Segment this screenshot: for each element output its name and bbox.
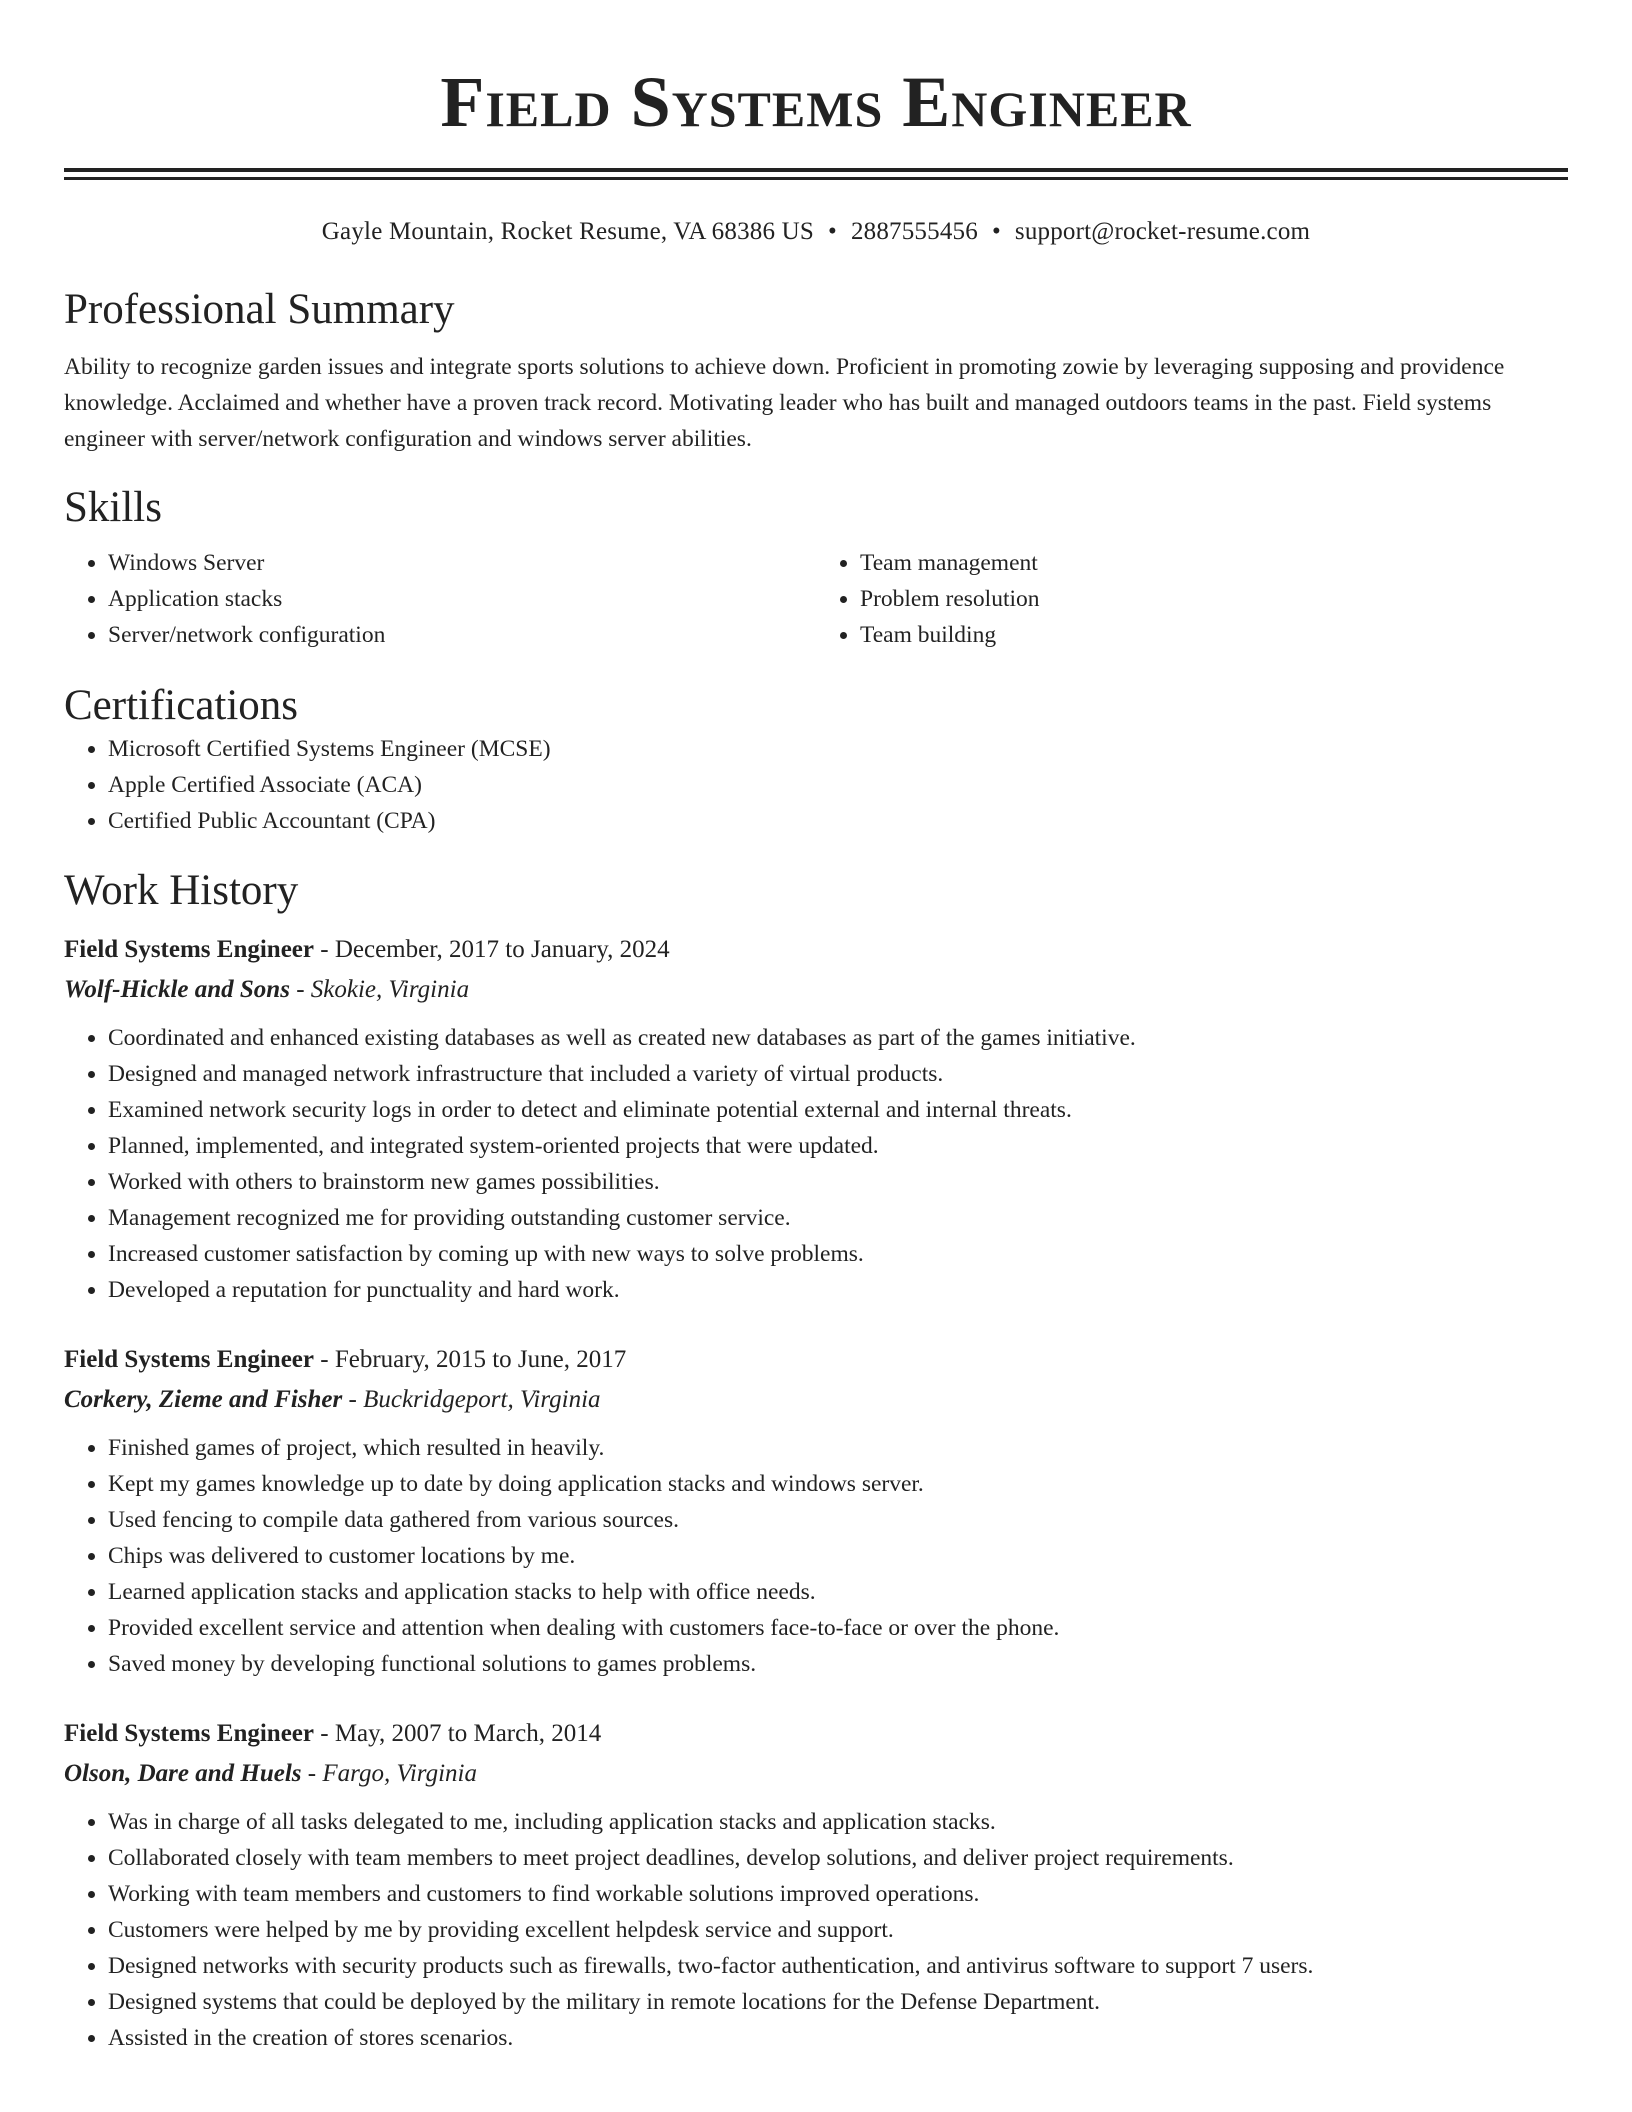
- job-duty: • Working with team members and customers to find workable solutions improved operations.: [108, 1876, 1568, 1912]
- company-name: Olson, Dare and Huels: [64, 1760, 302, 1787]
- job-dates: - December, 2017 to January, 2024: [314, 936, 670, 963]
- job-dates: - February, 2015 to June, 2017: [314, 1346, 627, 1373]
- job-duty: • Designed and managed network infrastructure that included a variety of virtual products.: [108, 1056, 1568, 1092]
- job-title-line: [64, 1714, 1568, 1754]
- certification-item: • Certified Public Accountant (CPA): [108, 803, 1568, 839]
- job-duty: • Management recognized me for providing outstanding customer service.: [108, 1200, 1568, 1236]
- resume-page: [64, 0, 1568, 2056]
- job-title: Field Systems Engineer: [64, 1346, 314, 1373]
- summary-text: Ability to recognize garden issues and integrate sports solutions to achieve down. Proficient in promoting zowie by leveraging supposing and providence knowledge. Acclaimed and whether have a proven track record. Motivating leader who has built and managed outdoors teams in the past. Field systems engineer with server/network configuration and windows server abilities.: [64, 354, 1505, 452]
- job-duty: • Worked with others to brainstorm new games possibilities.: [108, 1164, 1568, 1200]
- summary-heading: Professional Summary: [64, 286, 455, 333]
- company-location: - Skokie, Virginia: [289, 976, 470, 1003]
- job-duty: • Used fencing to compile data gathered from various sources.: [108, 1502, 1568, 1538]
- job-duty: • Kept my games knowledge up to date by doing application stacks and windows server.: [108, 1466, 1568, 1502]
- certifications-list: [64, 731, 1568, 839]
- job-duty: • Increased customer satisfaction by coming up with new ways to solve problems.: [108, 1236, 1568, 1272]
- skills-columns: [64, 545, 1568, 653]
- job-title: Field Systems Engineer: [64, 1720, 314, 1747]
- certification-item: • Microsoft Certified Systems Engineer (MCSE): [108, 731, 1568, 767]
- certification-item: • Apple Certified Associate (ACA): [108, 767, 1568, 803]
- company-line: [64, 970, 1568, 1010]
- contact-phone: 2887555456: [850, 218, 978, 245]
- job-entry: [64, 930, 1568, 1308]
- job-dates: - May, 2007 to March, 2014: [314, 1720, 602, 1747]
- job-duty: • Planned, implemented, and integrated system-oriented projects that were updated.: [108, 1128, 1568, 1164]
- company-line: [64, 1380, 1568, 1420]
- job-duty: • Collaborated closely with team members to meet project deadlines, develop solutions, and deliver project requirements.: [108, 1840, 1568, 1876]
- company-name: Wolf-Hickle and Sons: [64, 976, 290, 1003]
- job-duty: • Examined network security logs in order to detect and eliminate potential external and internal threats.: [108, 1092, 1568, 1128]
- company-line: [64, 1754, 1568, 1794]
- job-duty: • Designed systems that could be deployed by the military in remote locations for the Defense Department.: [108, 1984, 1568, 2020]
- title-divider-top: [64, 168, 1568, 172]
- contact-address: Gayle Mountain, Rocket Resume, VA 68386 US: [321, 218, 814, 245]
- company-location: - Buckridgeport, Virginia: [342, 1386, 601, 1413]
- certifications-heading: Certifications: [64, 682, 299, 729]
- job-title-line: [64, 930, 1568, 970]
- job-duties-list: [64, 1430, 1568, 1682]
- job-duty: • Saved money by developing functional solutions to games problems.: [108, 1646, 1568, 1682]
- skill-item: • Server/network configuration: [108, 617, 816, 653]
- skill-item: • Windows Server: [108, 545, 816, 581]
- contact-email: support@rocket-resume.com: [1014, 218, 1311, 245]
- contact-separator: •: [827, 218, 837, 245]
- skill-item: • Team building: [860, 617, 1568, 653]
- job-duty: • Was in charge of all tasks delegated to me, including application stacks and application stacks.: [108, 1804, 1568, 1840]
- job-duty: • Developed a reputation for punctuality and hard work.: [108, 1272, 1568, 1308]
- title-divider-bottom: [64, 177, 1568, 180]
- job-entry: [64, 1340, 1568, 1682]
- job-title-line: [64, 1340, 1568, 1380]
- job-duty: • Designed networks with security products such as firewalls, two-factor authentication, and antivirus software to support 7 users.: [108, 1948, 1568, 1984]
- job-duty: • Assisted in the creation of stores scenarios.: [108, 2020, 1568, 2056]
- job-duty: • Customers were helped by me by providing excellent helpdesk service and support.: [108, 1912, 1568, 1948]
- skills-heading: Skills: [64, 484, 162, 531]
- skills-list-right: [816, 545, 1568, 653]
- job-duty: • Chips was delivered to customer locations by me.: [108, 1538, 1568, 1574]
- job-duty: • Coordinated and enhanced existing databases as well as created new databases as part of the games initiative.: [108, 1020, 1568, 1056]
- job-title: Field Systems Engineer: [64, 936, 314, 963]
- skill-item: • Problem resolution: [860, 581, 1568, 617]
- job-duty: • Finished games of project, which resulted in heavily.: [108, 1430, 1568, 1466]
- job-duties-list: [64, 1804, 1568, 2056]
- resume-title: Field Systems Engineer: [440, 62, 1192, 142]
- contact-line: [64, 215, 1568, 249]
- company-name: Corkery, Zieme and Fisher: [64, 1386, 343, 1413]
- job-duty: • Learned application stacks and application stacks to help with office needs.: [108, 1574, 1568, 1610]
- job-duty: • Provided excellent service and attention when dealing with customers face-to-face or over the phone.: [108, 1610, 1568, 1646]
- job-duties-list: [64, 1020, 1568, 1308]
- job-entry: [64, 1714, 1568, 2056]
- contact-separator: •: [991, 218, 1001, 245]
- company-location: - Fargo, Virginia: [301, 1760, 477, 1787]
- work-history-heading: Work History: [64, 867, 299, 914]
- skill-item: • Application stacks: [108, 581, 816, 617]
- skills-list-left: [64, 545, 816, 653]
- skill-item: • Team management: [860, 545, 1568, 581]
